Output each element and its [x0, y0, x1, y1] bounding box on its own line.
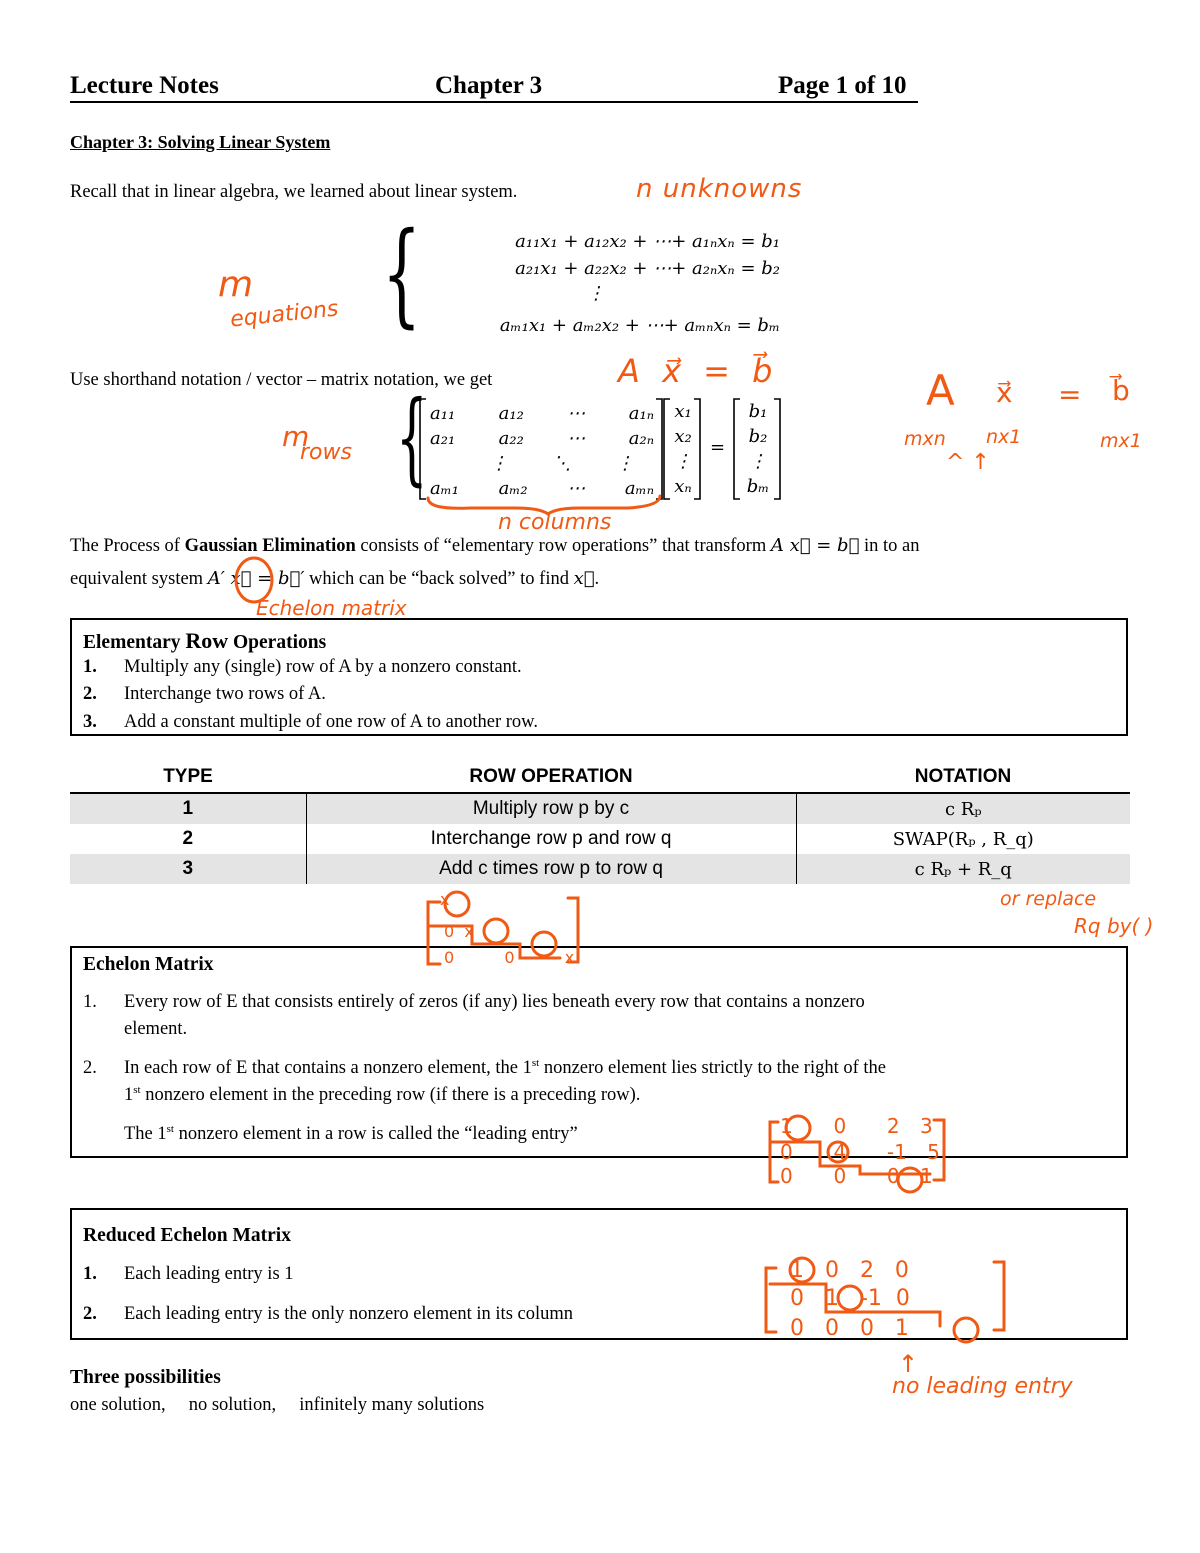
- note-stair-row-1: x: [440, 890, 450, 909]
- circle-pivot: [898, 1168, 922, 1192]
- gauss-text: consists of “elementary row operations” that transform: [355, 536, 771, 556]
- note-text: nonzero element in a row is called the “leading entry”: [173, 1124, 578, 1145]
- matrix-cell: a₂₁: [430, 428, 456, 449]
- circle-pivot: [828, 1142, 848, 1162]
- item-number: 1.: [83, 992, 97, 1012]
- equations-brace: {: [382, 209, 422, 339]
- note-rows-m: m: [282, 420, 310, 453]
- cell-notation: c Rₚ: [796, 793, 1130, 824]
- note-equations: equations: [228, 296, 340, 333]
- cell-operation: Add c times row p to row q: [306, 854, 796, 884]
- vector-cell: bₘ: [746, 476, 770, 497]
- circle-pivot: [954, 1318, 978, 1342]
- vector-cell: xₙ: [674, 476, 692, 497]
- header-center: Chapter 3: [435, 72, 543, 99]
- note-n-columns: n columns: [498, 510, 612, 535]
- matrix-cell: ⋱: [553, 453, 571, 474]
- gauss-text: .: [594, 569, 600, 589]
- matrix-cell: aₘₙ: [624, 478, 654, 499]
- column-header-operation: ROW OPERATION: [469, 766, 633, 787]
- note-text: The 1: [124, 1124, 167, 1145]
- note-b-vector: b⃗: [1112, 374, 1130, 407]
- note-A: A: [926, 366, 955, 415]
- matrix-cell: a₂₂: [498, 428, 524, 449]
- item-text: Every row of E that consists entirely of zeros (if any) lies beneath every row that contains a nonzero: [124, 992, 865, 1012]
- matrix-cell: ⋮: [490, 453, 508, 474]
- echelon-left-bracket: [770, 1122, 778, 1182]
- title-part: Elementary: [83, 632, 186, 653]
- item-text: In each row of E that contains a nonzero element, the 1: [124, 1058, 532, 1079]
- vector-cell: x₂: [674, 426, 692, 447]
- gauss-math: A′ x⃗ = b⃗′: [207, 568, 305, 589]
- vector-cell: ⋮: [674, 451, 692, 472]
- item-text: Add a constant multiple of one row of A to another row.: [124, 712, 538, 732]
- matrix-cell: ⋯: [567, 428, 586, 449]
- column-header-type: TYPE: [163, 766, 213, 787]
- matrix-cell: ⋮: [616, 453, 634, 474]
- circle-pivot: [790, 1258, 814, 1282]
- cell-type: 2: [182, 828, 194, 849]
- rows-brace: {: [395, 379, 428, 496]
- note-mxn: mxn: [904, 428, 946, 450]
- circle-pivot: [484, 919, 508, 943]
- note-arrows: ^ ↑: [946, 450, 990, 475]
- superscript: st: [531, 1057, 540, 1069]
- possibilities-text: one solution, no solution, infinitely many solutions: [70, 1395, 485, 1415]
- cell-operation: Multiply row p by c: [306, 793, 796, 824]
- superscript: st: [133, 1084, 141, 1096]
- echelon-title: Echelon Matrix: [83, 954, 214, 975]
- note-reduced-row-3: 0 0 0 1: [790, 1316, 909, 1341]
- item-text: Interchange two rows of A.: [124, 684, 326, 704]
- stair-line: [770, 1284, 940, 1326]
- superscript: st: [166, 1123, 174, 1135]
- item-text: nonzero element in the preceding row (if there is a preceding row).: [140, 1085, 641, 1106]
- matrix-cell: ⋯: [567, 478, 586, 499]
- vector-cell: x₁: [674, 401, 692, 422]
- equation-vdots: ⋮: [587, 283, 605, 304]
- cell-type: 3: [70, 854, 306, 884]
- gauss-text: which can be “back solved” to find: [304, 569, 574, 589]
- note-echelon-matrix: Echelon matrix: [256, 596, 407, 620]
- circle-pivot: [786, 1116, 810, 1140]
- header-right: Page 1 of 10: [778, 72, 907, 99]
- circle-A-prime: [236, 558, 272, 602]
- item-text: Multiply any (single) row of A by a nonzero constant.: [124, 657, 522, 677]
- note-stair-row-2: 0 x: [444, 922, 474, 941]
- note-rq-by: Rq by( ): [1074, 914, 1154, 938]
- reduced-left-bracket: [766, 1268, 776, 1332]
- reduced-echelon-title: Reduced Echelon Matrix: [83, 1225, 291, 1246]
- matrix-cell: aₘ₁: [430, 478, 459, 499]
- note-ax-b: A x⃗ = b⃗: [618, 352, 779, 390]
- item-number: 1.: [83, 657, 97, 677]
- page-title: Chapter 3: Solving Linear System: [70, 132, 331, 152]
- item-text: Each leading entry is 1: [124, 1264, 294, 1284]
- item-text: Each leading entry is the only nonzero element in its column: [124, 1304, 574, 1324]
- gauss-text: in to an: [859, 536, 920, 556]
- cell-type: 1: [70, 793, 306, 824]
- reduced-right-bracket: [994, 1262, 1004, 1330]
- item-number: 3.: [83, 712, 97, 732]
- cell-operation: Interchange row p and row q: [306, 824, 796, 854]
- note-reduced-row-1: 1 0 2 0: [790, 1258, 909, 1283]
- item-number: 2.: [83, 684, 97, 704]
- note-or-replace: or replace: [1000, 888, 1097, 910]
- matrix-cell: aₘ₂: [498, 478, 528, 499]
- note-reduced-row-2: 0 1 -1 0: [790, 1286, 910, 1311]
- echelon-right-bracket: [934, 1120, 944, 1180]
- item-number: 2.: [83, 1058, 97, 1079]
- matrix-cell: a₁ₙ: [628, 403, 654, 424]
- note-rows: rows: [300, 440, 352, 465]
- circle-pivot: [532, 932, 556, 956]
- equation-row-1: a₁₁x₁ + a₁₂x₂ + ⋯+ a₁ₙxₙ = b₁: [515, 231, 780, 252]
- circle-pivot: [838, 1286, 862, 1310]
- cell-notation: c Rₚ + R_q: [796, 854, 1130, 884]
- note-stair-row-3: 0 0 x: [444, 948, 575, 967]
- matrix-equals: =: [710, 437, 726, 458]
- note-x-vector: x⃗: [996, 376, 1013, 409]
- note-no-leading-entry: no leading entry: [892, 1374, 1073, 1399]
- gauss-math: A x⃗ = b⃗: [770, 535, 860, 556]
- stair-left-bracket: [428, 902, 440, 964]
- vector-cell: b₁: [748, 401, 768, 422]
- echelon-item-1-cont: element.: [124, 1019, 188, 1039]
- note-n-unknowns: n unknowns: [636, 174, 803, 204]
- matrix-cell: ⋯: [567, 403, 586, 424]
- equation-row-2: a₂₁x₁ + a₂₂x₂ + ⋯+ a₂ₙxₙ = b₂: [515, 258, 780, 279]
- possibilities-title: Three possibilities: [70, 1367, 221, 1388]
- header-left: Lecture Notes: [70, 72, 219, 99]
- gauss-text: The Process of: [70, 536, 185, 556]
- item-number: 2.: [83, 1304, 97, 1324]
- gauss-text: equivalent system: [70, 569, 208, 589]
- note-nx1: nx1: [986, 426, 1022, 448]
- matrix-cell: a₂ₙ: [628, 428, 654, 449]
- item-number: 1.: [83, 1264, 97, 1284]
- intro-text: Recall that in linear algebra, we learned about linear system.: [70, 182, 518, 202]
- shorthand-text: Use shorthand notation / vector – matrix notation, we get: [70, 370, 493, 390]
- vector-cell: ⋮: [749, 451, 767, 472]
- note-up-arrow: ↑: [898, 1350, 919, 1378]
- note-mx1: mx1: [1100, 430, 1142, 452]
- matrix-cell: a₁₂: [498, 403, 524, 424]
- cell-notation: SWAP(Rₚ , R_q): [796, 824, 1130, 854]
- stair-right-bracket: [568, 898, 578, 962]
- matrix-cell: a₁₁: [430, 403, 456, 424]
- vector-cell: b₂: [748, 426, 768, 447]
- equation-row-m: aₘ₁x₁ + aₘ₂x₂ + ⋯+ aₘₙxₙ = bₘ: [499, 315, 780, 336]
- title-part: Operations: [228, 632, 327, 653]
- title-part: Row: [185, 628, 229, 653]
- note-echelon-row-2: 0 4 -1 5: [780, 1140, 940, 1164]
- item-text: 1: [124, 1085, 134, 1106]
- note-echelon-row-3: 0 0 0 1: [780, 1164, 933, 1188]
- columns-brace-stroke: [428, 496, 660, 514]
- column-header-notation: NOTATION: [914, 766, 1012, 787]
- circle-pivot: [445, 892, 469, 916]
- gauss-math: x⃗: [573, 568, 595, 589]
- item-text: nonzero element lies strictly to the right of the: [539, 1058, 886, 1079]
- gauss-term: Gaussian Elimination: [184, 536, 356, 556]
- note-echelon-row-1: 1 0 2 3: [780, 1114, 933, 1138]
- note-equals: =: [1058, 378, 1082, 411]
- note-m: m: [218, 264, 254, 305]
